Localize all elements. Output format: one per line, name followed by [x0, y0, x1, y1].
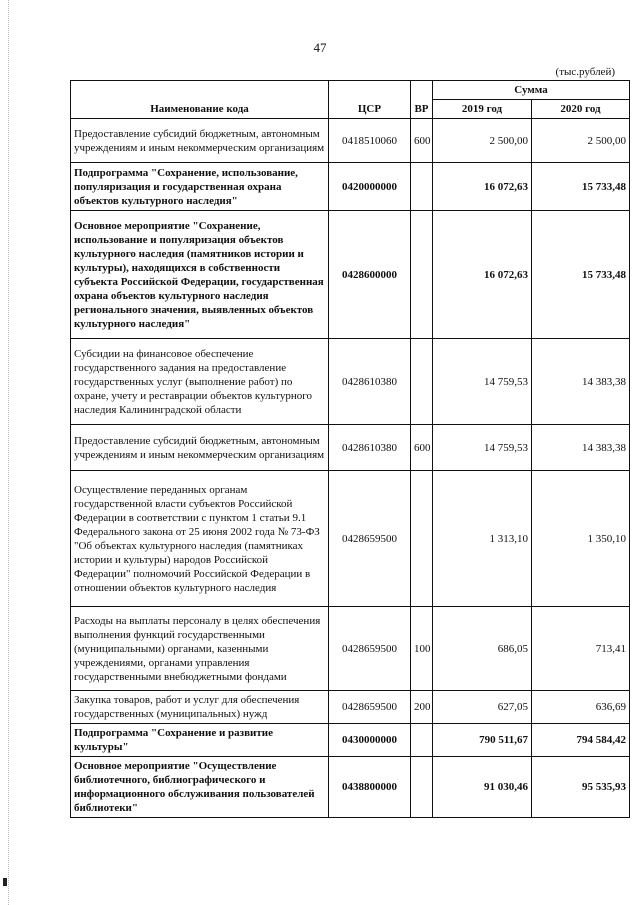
- row-vr: [411, 757, 433, 818]
- table-row: [71, 119, 630, 163]
- row-csr: 0428659500: [329, 691, 411, 724]
- budget-table: [70, 80, 630, 818]
- row-sum-2020: 15 733,48: [532, 163, 630, 211]
- table-row: [71, 607, 630, 691]
- table-row: [71, 757, 630, 818]
- row-vr: 200: [411, 691, 433, 724]
- row-sum-2020: 14 383,38: [532, 339, 630, 425]
- row-name: Расходы на выплаты персоналу в целях обеспечения выполнения функций государственными (муниципальными) органами, казенными учреждениями, органами управления государственными внебюджетными фондами: [71, 607, 329, 691]
- row-sum-2019: 91 030,46: [433, 757, 532, 818]
- row-sum-2019: 14 759,53: [433, 425, 532, 471]
- table-row: [71, 339, 630, 425]
- header-sum: Сумма: [433, 81, 630, 100]
- row-name: Основное мероприятие "Сохранение, использование и популяризация объектов культурного наследия (памятников истории и культуры), находящихся в собственности субъекта Российской Федерации, государственная охрана объектов культурного наследия регионального значения, выявленных объектов культурного наследия": [71, 211, 329, 339]
- header-vr: ВР: [411, 81, 433, 119]
- row-vr: 600: [411, 425, 433, 471]
- row-sum-2019: 686,05: [433, 607, 532, 691]
- row-sum-2020: 2 500,00: [532, 119, 630, 163]
- row-csr: 0418510060: [329, 119, 411, 163]
- row-vr: [411, 211, 433, 339]
- header-name: Наименование кода: [71, 81, 329, 119]
- row-sum-2019: 1 313,10: [433, 471, 532, 607]
- row-sum-2019: 14 759,53: [433, 339, 532, 425]
- page-number: 47: [313, 40, 327, 55]
- table-row: [71, 163, 630, 211]
- row-vr: 100: [411, 607, 433, 691]
- row-name: Подпрограмма "Сохранение и развитие культуры": [71, 724, 329, 757]
- header-year-2019: 2019 год: [433, 100, 532, 119]
- row-sum-2020: 636,69: [532, 691, 630, 724]
- row-vr: [411, 724, 433, 757]
- header-year-2020: 2020 год: [532, 100, 630, 119]
- row-csr: 0438800000: [329, 757, 411, 818]
- row-name: Предоставление субсидий бюджетным, автономным учреждениям и иным некоммерческим организациям: [71, 119, 329, 163]
- row-vr: [411, 339, 433, 425]
- row-name: Основное мероприятие "Осуществление библиотечного, библиографического и информационного обслуживания пользователей библиотеки": [71, 757, 329, 818]
- header-csr: ЦСР: [329, 81, 411, 119]
- table-row: [71, 211, 630, 339]
- row-name: Подпрограмма "Сохранение, использование, популяризация и государственная охрана объектов культурного наследия": [71, 163, 329, 211]
- units-label: (тыс.рублей): [555, 66, 615, 78]
- margin-mark: [3, 878, 7, 886]
- row-sum-2020: 14 383,38: [532, 425, 630, 471]
- row-csr: 0430000000: [329, 724, 411, 757]
- row-vr: 600: [411, 119, 433, 163]
- row-csr: 0428600000: [329, 211, 411, 339]
- row-csr: 0428659500: [329, 607, 411, 691]
- row-sum-2019: 627,05: [433, 691, 532, 724]
- table-row: [71, 471, 630, 607]
- row-name: Осуществление переданных органам государственной власти субъектов Российской Федерации в соответствии с пунктом 1 статьи 9.1 Федерального закона от 25 июня 2002 года № 73-ФЗ "Об объектах культурного наследия (памятниках истории и культуры) народов Российской Федерации" полномочий Российской Федерации в отношении объектов культурного наследия: [71, 471, 329, 607]
- table-row: [71, 691, 630, 724]
- row-csr: 0420000000: [329, 163, 411, 211]
- row-sum-2020: 794 584,42: [532, 724, 630, 757]
- table-row: [71, 724, 630, 757]
- row-name: Субсидии на финансовое обеспечение государственного задания на предоставление государственных услуг (выполнение работ) по охране, учету и реставрации объектов культурного наследия Калининградской области: [71, 339, 329, 425]
- row-sum-2019: 16 072,63: [433, 211, 532, 339]
- row-vr: [411, 471, 433, 607]
- row-sum-2020: 1 350,10: [532, 471, 630, 607]
- row-name: Предоставление субсидий бюджетным, автономным учреждениям и иным некоммерческим организациям: [71, 425, 329, 471]
- row-sum-2020: 95 535,93: [532, 757, 630, 818]
- row-sum-2019: 16 072,63: [433, 163, 532, 211]
- row-csr: 0428610380: [329, 339, 411, 425]
- table-row: [71, 425, 630, 471]
- row-csr: 0428659500: [329, 471, 411, 607]
- row-name: Закупка товаров, работ и услуг для обеспечения государственных (муниципальных) нужд: [71, 691, 329, 724]
- row-sum-2020: 15 733,48: [532, 211, 630, 339]
- row-csr: 0428610380: [329, 425, 411, 471]
- row-sum-2019: 790 511,67: [433, 724, 532, 757]
- row-vr: [411, 163, 433, 211]
- margin-dotted-line: [8, 0, 9, 905]
- row-sum-2020: 713,41: [532, 607, 630, 691]
- row-sum-2019: 2 500,00: [433, 119, 532, 163]
